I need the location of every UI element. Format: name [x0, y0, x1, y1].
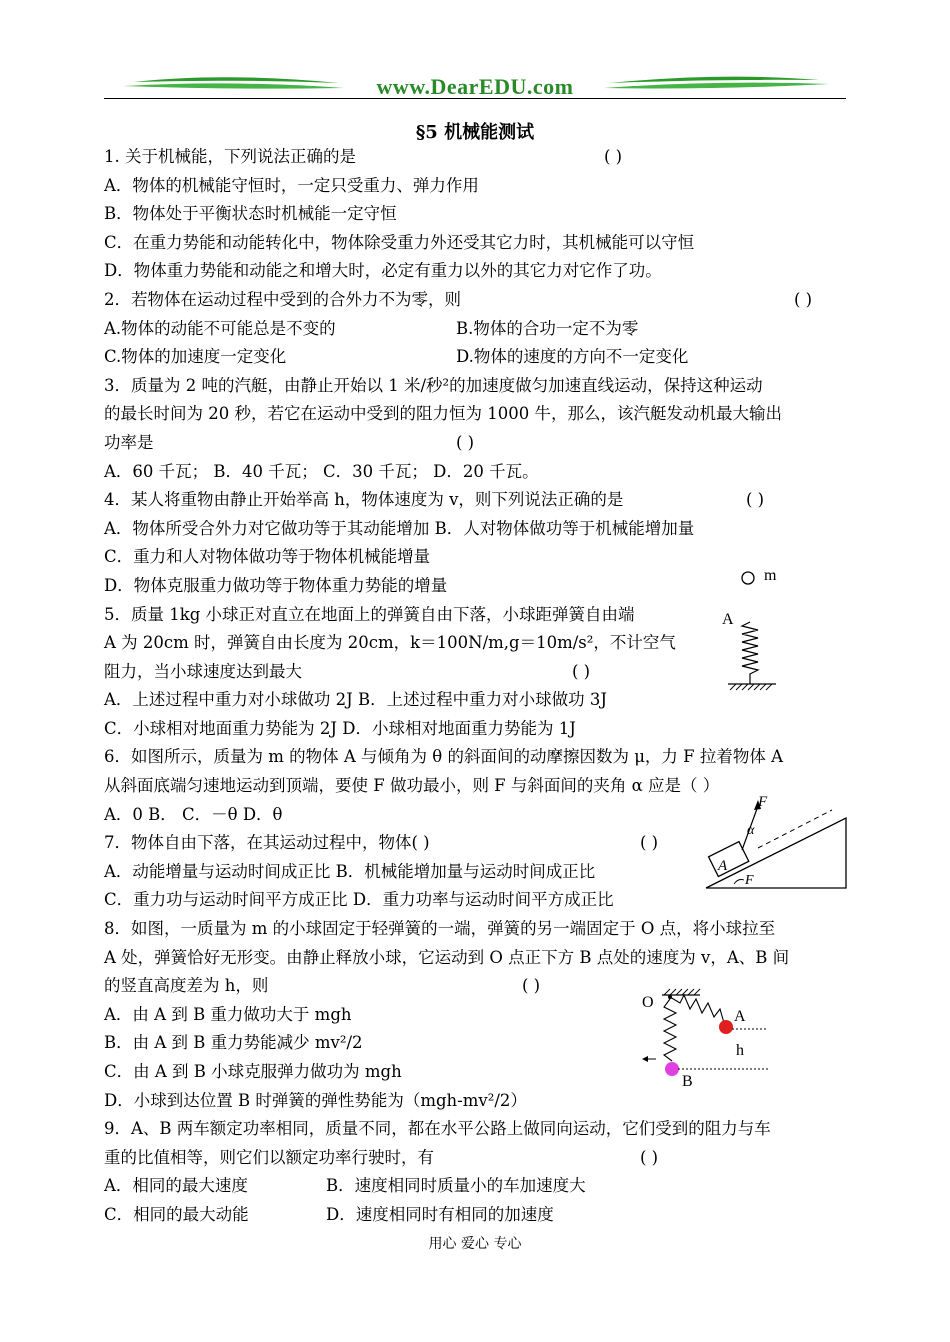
question-line	[104, 429, 848, 458]
question-line	[104, 743, 848, 772]
line-text: 阻力，当小球速度达到最大	[104, 661, 302, 681]
answer-blank: ( )	[640, 1147, 659, 1167]
line-text: D．物体重力势能和动能之和增大时，必定有重力以外的其它力对它作了功。	[104, 261, 662, 281]
line-text: 9．A、B 两车额定功率相同，质量不同，都在水平公路上做同向运动，它们受到的阻力与车	[104, 1119, 771, 1139]
line-text: D．物体克服重力做功等于物体重力势能的增量	[104, 575, 448, 595]
question-line	[104, 400, 848, 429]
question-line	[104, 515, 848, 544]
line-text: D．小球到达位置 B 时弹簧的弹性势能为（mgh-mv²/2）	[104, 1090, 527, 1110]
block-label: A	[718, 858, 728, 874]
line-text: 1. 关于机械能，下列说法正确的是	[104, 147, 356, 166]
answer-blank: ( )	[456, 432, 475, 452]
ball-a-icon	[719, 1020, 733, 1034]
incline-dashed-line	[758, 810, 832, 848]
question-line	[104, 715, 848, 744]
line-text: C．在重力势能和动能转化中，物体除受重力外还受其它力时，其机械能可以守恒	[104, 232, 695, 252]
incline-figure	[702, 790, 852, 894]
line-text: 8．如图，一质量为 m 的小球固定于轻弹簧的一端，弹簧的另一端固定于 O 点，将小球拉至	[104, 919, 776, 939]
line-text: A.物体的动能不可能总是不变的	[104, 318, 336, 338]
line-text: 的竖直高度差为 h，则	[104, 976, 269, 996]
answer-blank: ( )	[746, 490, 765, 510]
page-title: §5 机械能测试	[415, 122, 535, 143]
line-text: 6．如图所示，质量为 m 的物体 A 与倾角为 θ 的斜面间的动摩擦因数为 μ，力 F 拉着物体 A	[104, 747, 784, 767]
point-b-label: B	[682, 1073, 693, 1090]
question-line	[104, 1115, 848, 1144]
spring-horizontal-icon	[670, 995, 724, 1023]
line-text: 2．若物体在运动过程中受到的合外力不为零，则	[104, 289, 461, 309]
spring-vertical-icon	[664, 999, 676, 1061]
line-text: 5．质量 1kg 小球正对直立在地面上的弹簧自由下落，小球距弹簧自由端	[104, 604, 635, 624]
question-line	[104, 1201, 848, 1230]
question-line	[104, 915, 848, 944]
question-line	[104, 315, 848, 344]
spring-figure	[712, 560, 802, 700]
line-text: A．由 A 到 B 重力做功大于 mgh	[104, 1004, 352, 1024]
question-line	[104, 1144, 848, 1173]
line-text: 4．某人将重物由静止开始举高 h，物体速度为 v，则下列说法正确的是	[104, 490, 624, 510]
answer-blank: ( )	[522, 976, 541, 996]
line-text: C.物体的加速度一定变化	[104, 347, 287, 367]
line-text: A．上述过程中重力对小球做功 2J B．上述过程中重力对小球做功 3J	[104, 690, 608, 710]
height-label: h	[736, 1042, 744, 1059]
question-line	[104, 257, 848, 286]
header-rule	[104, 98, 846, 99]
question-line	[104, 200, 848, 229]
ground-hatch-icon	[730, 684, 772, 690]
friction-arc-icon	[734, 880, 744, 885]
line-text: 功率是	[104, 432, 154, 452]
question-line	[104, 286, 848, 315]
friction-label: F	[745, 873, 754, 888]
line-text: 的最长时间为 20 秒，若它在运动中受到的阻力恒为 1000 牛，那么，该汽艇发动机最大输出	[104, 404, 782, 424]
line-text: C．重力功与运动时间平方成正比 D．重力功率与运动时间平方成正比	[104, 890, 614, 910]
line-text: B．物体处于平衡状态时机械能一定守恒	[104, 204, 397, 224]
ceiling-hatch-icon	[664, 989, 700, 995]
ball-b-icon	[665, 1062, 679, 1076]
line-text: A．物体所受合外力对它做功等于其动能增加 B．人对物体做功等于机械能增加量	[104, 518, 695, 538]
line-text: C．重力和人对物体做功等于物体机械能增量	[104, 547, 431, 567]
question-line	[104, 172, 848, 201]
motion-arrowhead-icon	[642, 1056, 648, 1062]
line-text: C．相同的最大动能	[104, 1204, 249, 1224]
answer-blank: ( )	[604, 147, 623, 166]
question-line	[104, 143, 848, 172]
line-text: 重的比值相等，则它们以额定功率行驶时，有	[104, 1147, 434, 1167]
pendulum-figure	[640, 985, 780, 1091]
line-text: A．60 千瓦； B．40 千瓦； C．30 千瓦； D．20 千瓦。	[104, 461, 539, 481]
line-text: A 为 20cm 时，弹簧自由长度为 20cm，k＝100N/m,g＝10m/s²，不计空气	[104, 633, 676, 653]
question-line	[104, 1172, 848, 1201]
line-text: A．动能增量与运动时间成正比 B．机械能增加量与运动时间成正比	[104, 861, 596, 881]
question-line	[104, 486, 848, 515]
question-line	[104, 458, 848, 487]
ball-icon	[742, 572, 754, 584]
line-text: A．相同的最大速度	[104, 1176, 248, 1196]
angle-label: α	[747, 823, 755, 838]
answer-blank: ( )	[640, 833, 659, 853]
question-line	[104, 944, 848, 973]
answer-blank: ( )	[572, 661, 591, 681]
header-logo-text: www.DearEDU.com	[376, 74, 574, 99]
line-text: 3．质量为 2 吨的汽艇，由静止开始以 1 米/秒²的加速度做匀加速直线运动，保持这种运动	[104, 375, 763, 395]
line-text: C．由 A 到 B 小球克服弹力做功为 mgh	[104, 1062, 402, 1081]
question-line	[104, 372, 848, 401]
line-text: B．由 A 到 B 重力势能减少 mv²/2	[104, 1033, 363, 1053]
line-text: 7．物体自由下落，在其运动过程中，物体( )	[104, 833, 430, 853]
option-column-2: D．速度相同时有相同的加速度	[326, 1204, 554, 1224]
option-column-2: D.物体的速度的方向不一定变化	[456, 347, 689, 367]
line-text: A．物体的机械能守恒时，一定只受重力、弹力作用	[104, 175, 479, 195]
line-text: 从斜面底端匀速地运动到顶端，要使 F 做功最小，则 F 与斜面间的夹角 α 应是（ ）	[104, 776, 720, 796]
option-column-2: B.物体的合功一定不为零	[456, 318, 639, 338]
spring-end-label: A	[722, 611, 734, 628]
spring-ball-label: m	[764, 567, 777, 584]
force-label: F	[758, 794, 768, 810]
line-text: A 处，弹簧恰好无形变。由静止释放小球，它运动到 O 点正下方 B 点处的速度为 v，A、B 间	[104, 947, 790, 967]
point-a-label: A	[734, 1008, 746, 1025]
question-line	[104, 229, 848, 258]
question-line	[104, 343, 848, 372]
answer-blank: ( )	[794, 289, 813, 309]
line-text: C．小球相对地面重力势能为 2J D．小球相对地面重力势能为 1J	[104, 718, 576, 738]
option-column-2: B．速度相同时质量小的车加速度大	[326, 1176, 586, 1196]
spring-coil-icon	[742, 622, 758, 684]
line-text: A．0 B． C．－θ D．θ	[104, 804, 283, 824]
pivot-label: O	[642, 994, 654, 1011]
footer: 用心 爱心 专心	[428, 1236, 522, 1252]
